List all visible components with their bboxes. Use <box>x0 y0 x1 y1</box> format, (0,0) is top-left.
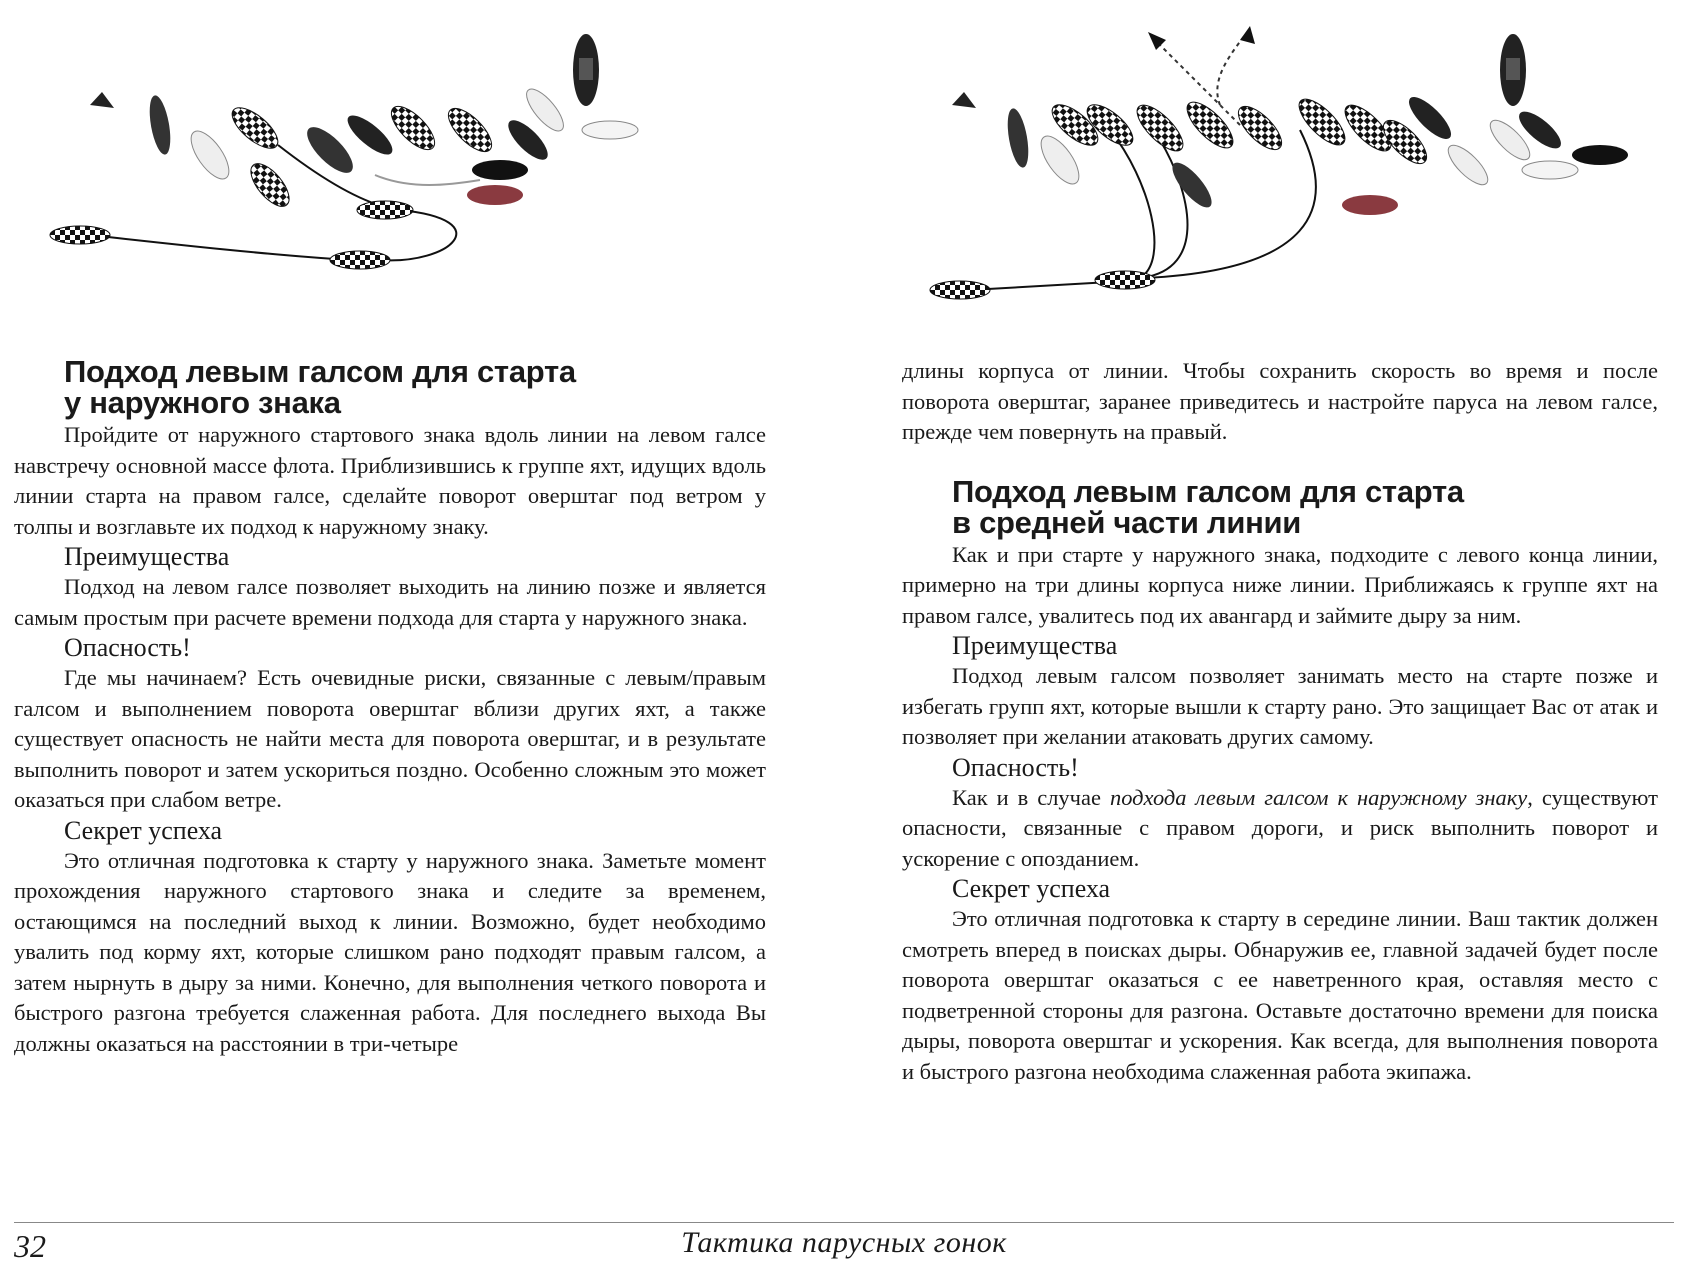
yacht-icon <box>330 251 390 269</box>
track-line <box>90 235 350 260</box>
advantages-title: Преимущества <box>64 542 230 571</box>
yacht-icon <box>1522 161 1578 179</box>
yacht-icon <box>472 160 528 180</box>
yacht-icon <box>1130 98 1189 157</box>
yacht-icon <box>1004 107 1032 169</box>
yacht-icon <box>244 157 296 212</box>
continuation-paragraph: длины корпуса от линии. Чтобы сохранить скорость во время и после поворота оверштаг, заранее приведитесь и настройте паруса на левом галсе, прежде чем повернуть на правый. <box>902 358 1658 444</box>
yacht-icon <box>1232 100 1289 157</box>
diagram-right <box>910 10 1650 320</box>
yacht-icon <box>582 121 638 139</box>
yacht-icon <box>1292 92 1351 151</box>
danger-text-end: , существуют опасности, связанные с правом дороги, и риск выполнить поворот и ускорение с опозданием. <box>902 784 1658 871</box>
yacht-icon <box>342 109 398 160</box>
heading-line: Подход левым галсом для старта <box>64 354 576 389</box>
yacht-icon <box>1572 145 1628 165</box>
secret-title: Секрет успеха <box>64 815 223 845</box>
advantages-title: Преимущества <box>952 631 1118 660</box>
diagram-left <box>30 20 730 320</box>
arrow-head-icon <box>1148 32 1166 50</box>
start-mark-icon <box>952 92 976 108</box>
yacht-icon <box>357 201 413 219</box>
heading-line: в средней части линии <box>952 504 1302 540</box>
track-line <box>1110 130 1154 278</box>
yacht-icon <box>1342 195 1398 215</box>
danger-paragraph: Где мы начинаем? Есть очевидные риски, связанные с левым/правым галсом и выполнением поворота оверштаг вблизи других яхт, а также существует опасность не найти места для поворота оверштаг, и в результате выполнить поворот и затем ускориться поздно. Особенно сложным это может оказаться при слабом ветре. <box>14 665 766 812</box>
section-heading <box>952 473 1658 540</box>
yacht-icon <box>300 120 359 179</box>
section-heading <box>64 356 766 418</box>
committee-boat-icon <box>573 34 599 106</box>
yacht-icon <box>467 185 523 205</box>
yacht-icon <box>1443 140 1494 191</box>
intro-paragraph: Как и при старте у наружного знака, подходите с левого конца линии, примерно на три длины корпуса ниже линии. Приближаясь к группе яхт на правом галсе, увалитесь под их авангард и займите дыру за ним. <box>902 541 1658 628</box>
secret-paragraph: Это отличная подготовка к старту у наружного знака. Заметьте момент прохождения наружного стартового знака и следите за временем, остающимся на последний выход к линии. Возможно, будет необходимо увалить под корму яхт, которые слишком рано подходят правым галсом, а затем нырнуть в дыру за ними. Конечно, для выполнения четкого поворота и быстрого разгона требуется слаженная работа. Для последнего выхода Вы должны оказаться на расстоянии в три-четыре <box>14 847 766 1056</box>
heading-line: у наружного знака <box>64 385 341 420</box>
secret-paragraph: Это отличная подготовка к старту в середине линии. Ваш тактик должен смотреть вперед в поисках дыры. Обнаружив ее, главной задачей будет после поворота оверштаг оказаться с ее наветренного края, оставляя место с подветренной стороны для разгона. Оставьте достаточно времени для поиска дыры, поворота оверштаг и ускорения. Как всегда, для выполнения поворота и быстрого разгона необходима слаженная работа экипажа. <box>902 906 1658 1084</box>
right-column <box>902 356 1658 1087</box>
yacht-icon <box>184 125 236 185</box>
danger-text-start: Как и в случае <box>952 784 1110 810</box>
start-mark-icon <box>90 92 114 108</box>
track-line <box>1145 130 1316 278</box>
committee-boat-icon <box>1500 34 1526 106</box>
wind-arrow <box>1217 35 1245 105</box>
yacht-icon <box>146 94 174 156</box>
footer-rule <box>14 1222 1674 1223</box>
yacht-icon <box>1180 95 1239 154</box>
advantages-paragraph: Подход левым галсом позволяет занимать место на старте позже и избегать групп яхт, которые вышли к старту рано. Это защищает Вас от атак и позволяет при желании атаковать других самому. <box>902 663 1658 749</box>
left-column <box>14 356 766 1059</box>
intro-paragraph: Пройдите от наружного стартового знака вдоль линии на левом галсе навстречу основной массе флота. Приблизившись к группе яхт, идущих вдоль линии старта на правом галсе, сделайте поворот оверштаг под ветром у толпы и возглавьте их подход к наружному знаку. <box>14 422 766 539</box>
yacht-icon <box>1166 157 1217 213</box>
track-line <box>375 175 480 185</box>
yacht-icon <box>226 101 284 155</box>
track-line <box>970 282 1110 290</box>
danger-title: Опасность! <box>952 752 1079 782</box>
yacht-icon <box>1095 271 1155 289</box>
danger-text-italic: подхода левым галсом к наружному знаку <box>1109 784 1528 810</box>
heading-line: Подход левым галсом для старта <box>952 473 1464 509</box>
advantages-paragraph: Подход на левом галсе позволяет выходить на линию позже и является самым простым при расчете времени подхода для старта у наружного знака. <box>14 574 766 630</box>
yacht-icon <box>385 100 442 157</box>
track-line <box>1140 140 1188 278</box>
danger-title: Опасность! <box>64 633 191 662</box>
page-number: 32 <box>14 1228 46 1264</box>
yacht-icon <box>50 226 110 244</box>
running-title: Тактика парусных гонок <box>681 1226 1007 1259</box>
secret-title: Секрет успеха <box>952 874 1111 903</box>
yacht-icon <box>930 281 990 299</box>
yacht-icon <box>442 102 499 159</box>
danger-paragraph <box>902 783 1658 875</box>
arrow-head-icon <box>1240 26 1255 44</box>
